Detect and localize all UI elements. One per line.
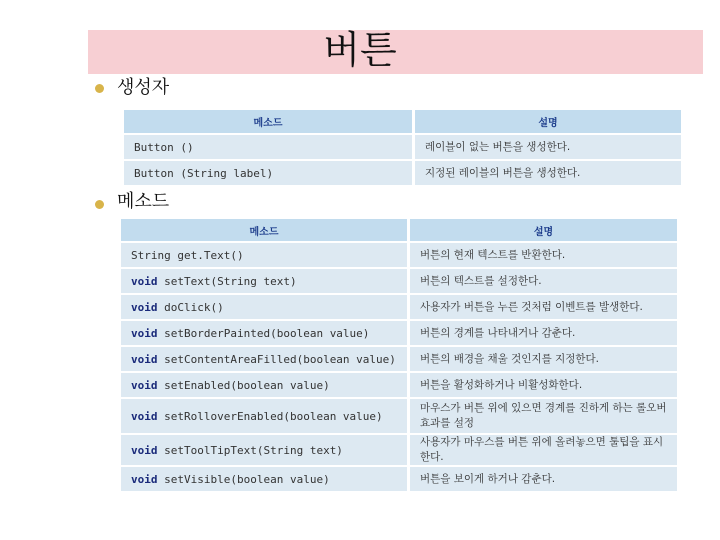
return-type: void xyxy=(131,300,158,314)
column-header-description: 설명 xyxy=(410,219,677,243)
return-type: void xyxy=(131,472,158,486)
description-cell: 지정된 레이블의 버튼을 생성한다. xyxy=(415,161,681,187)
table-row xyxy=(121,243,677,269)
column-header-description: 설명 xyxy=(415,110,681,135)
method-signature: setContentAreaFilled(boolean value) xyxy=(164,352,396,366)
method-signature: setVisible(boolean value) xyxy=(164,472,330,486)
method-cell xyxy=(121,373,410,399)
bullet-icon xyxy=(95,84,104,93)
bullet-icon xyxy=(95,200,104,209)
table-row xyxy=(121,435,677,467)
table-row xyxy=(121,269,677,295)
description-cell: 버튼의 현재 텍스트를 반환한다. xyxy=(410,243,677,269)
method-signature: setEnabled(boolean value) xyxy=(164,378,330,392)
description-cell: 레이블이 없는 버튼을 생성한다. xyxy=(415,135,681,161)
return-type: void xyxy=(131,443,158,457)
table-row xyxy=(124,161,681,187)
method-cell xyxy=(121,243,410,269)
method-cell xyxy=(121,467,410,493)
return-type: void xyxy=(131,352,158,366)
method-cell xyxy=(121,321,410,347)
description-cell: 버튼을 보이게 하거나 감춘다. xyxy=(410,467,677,493)
return-type: void xyxy=(131,378,158,392)
return-type: String xyxy=(131,248,171,262)
table-row xyxy=(121,347,677,373)
method-signature: get.Text() xyxy=(177,248,244,262)
return-type: void xyxy=(131,274,158,288)
description-cell: 버튼의 텍스트를 설정한다. xyxy=(410,269,677,295)
column-header-method: 메소드 xyxy=(121,219,410,243)
table-row xyxy=(121,321,677,347)
method-signature: setRolloverEnabled(boolean value) xyxy=(164,409,383,423)
method-cell: Button (String label) xyxy=(124,161,415,187)
table-row xyxy=(121,467,677,493)
section-label-methods: 메소드 xyxy=(117,191,170,212)
method-cell xyxy=(121,399,410,435)
slide-title: 버튼 xyxy=(323,28,397,72)
method-signature: setText(String text) xyxy=(164,274,297,288)
method-table xyxy=(121,219,677,493)
method-cell: Button () xyxy=(124,135,415,161)
method-cell xyxy=(121,347,410,373)
section-label-constructors: 생성자 xyxy=(117,77,170,98)
method-cell xyxy=(121,269,410,295)
description-cell: 마우스가 버튼 위에 있으면 경계를 진하게 하는 롤오버 효과를 설정 xyxy=(410,399,677,435)
return-type: void xyxy=(131,409,158,423)
description-cell: 사용자가 버튼을 누른 것처럼 이벤트를 발생한다. xyxy=(410,295,677,321)
table-row xyxy=(121,399,677,435)
method-signature: setToolTipText(String text) xyxy=(164,443,343,457)
column-header-method: 메소드 xyxy=(124,110,415,135)
method-signature: setBorderPainted(boolean value) xyxy=(164,326,370,340)
table-row xyxy=(121,373,677,399)
method-cell xyxy=(121,295,410,321)
method-signature: doClick() xyxy=(164,300,224,314)
description-cell: 버튼의 경계를 나타내거나 감춘다. xyxy=(410,321,677,347)
table-row xyxy=(121,295,677,321)
description-cell: 버튼의 배경을 채울 것인지를 지정한다. xyxy=(410,347,677,373)
table-row xyxy=(124,135,681,161)
description-cell: 버튼을 활성화하거나 비활성화한다. xyxy=(410,373,677,399)
return-type: void xyxy=(131,326,158,340)
description-cell: 사용자가 마우스를 버튼 위에 올려놓으면 툴팁을 표시한다. xyxy=(410,435,677,467)
constructor-table xyxy=(124,110,681,187)
method-cell xyxy=(121,435,410,467)
